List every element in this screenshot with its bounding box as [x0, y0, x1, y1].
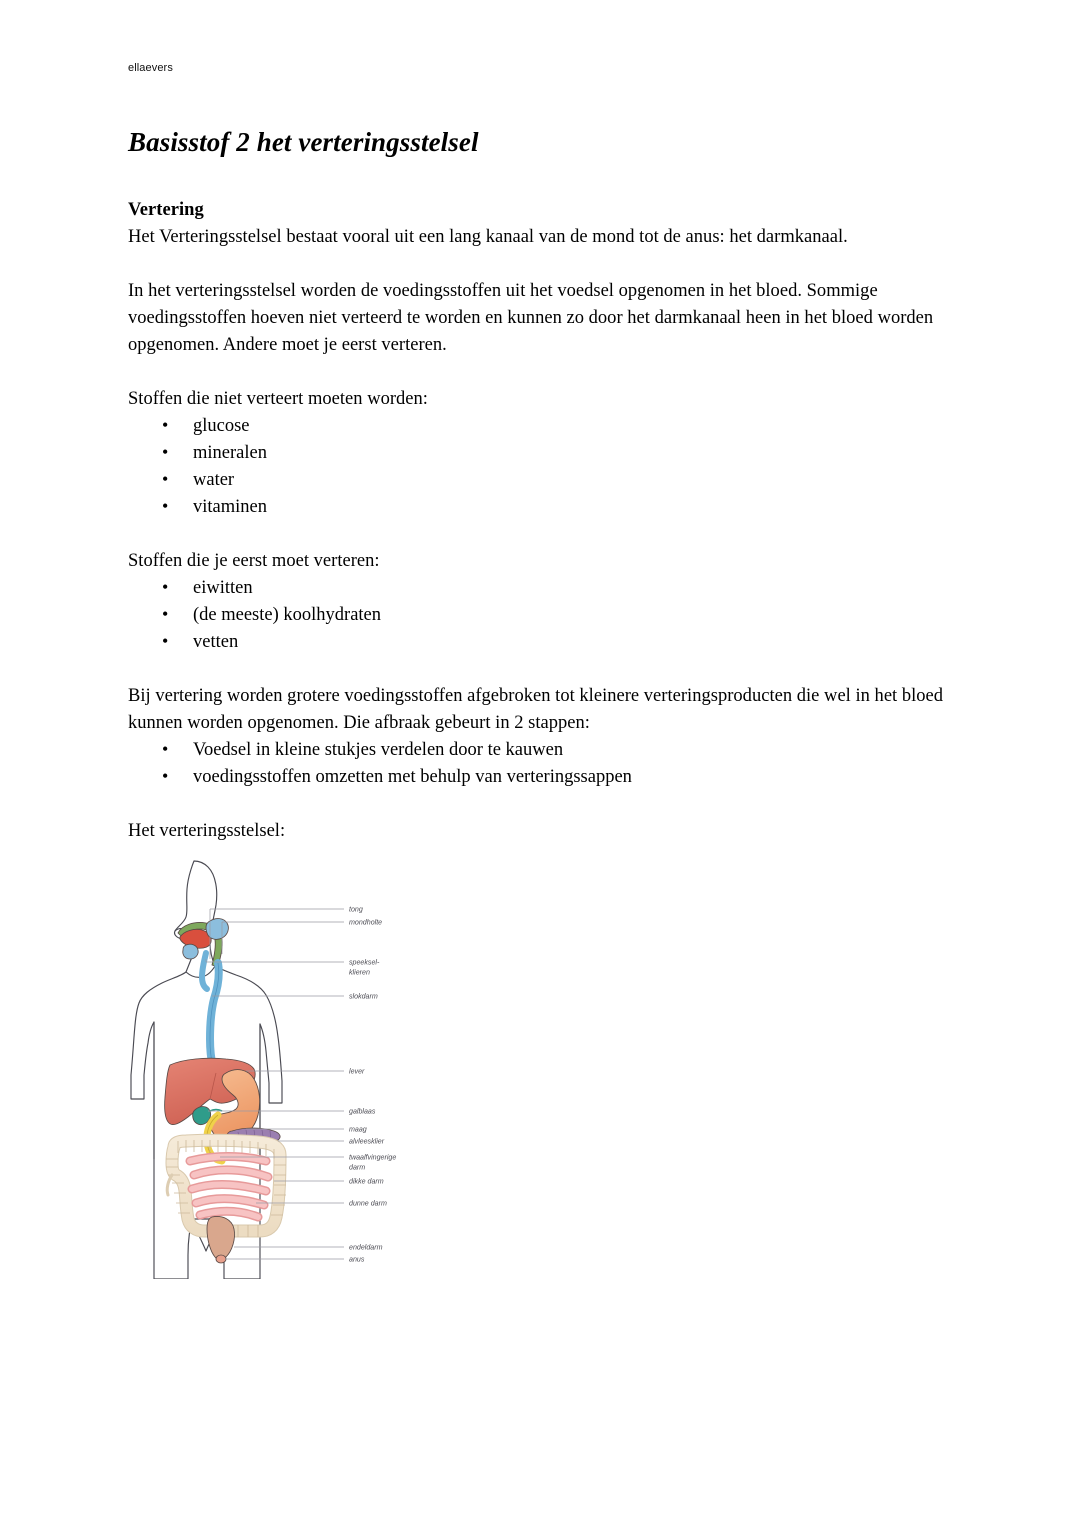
label-anus: anus: [349, 1255, 365, 1264]
salivary-gland-lower: [183, 944, 198, 959]
section-heading-vertering: Vertering: [128, 200, 204, 220]
spacer: [128, 791, 958, 818]
list-digested: [128, 575, 958, 656]
list-item: • Voedsel in kleine stukjes verdelen door te kauwen: [128, 737, 958, 764]
list-non-digested: [128, 413, 958, 521]
label-galblaas: galblaas: [349, 1107, 376, 1116]
label-lever: lever: [349, 1067, 365, 1076]
list-item: • voedingsstoffen omzetten met behulp van verteringssappen: [128, 764, 958, 791]
digestive-system-diagram: [128, 859, 418, 1279]
label-twaalfvingerige-darm-line2: darm: [349, 1163, 366, 1172]
label-dunne-darm: dunne darm: [349, 1199, 387, 1208]
label-tong: tong: [349, 905, 363, 914]
label-endeldarm: endeldarm: [349, 1243, 383, 1252]
list-2-intro: Stoffen die je eerst moet verteren:: [128, 551, 380, 571]
anus-shape: [216, 1255, 226, 1263]
digestive-system-figure: [128, 859, 418, 1279]
label-maag: maag: [349, 1125, 367, 1134]
label-mondholte: mondholte: [349, 918, 383, 927]
list-item: • eiwitten: [128, 575, 958, 602]
spacer: [128, 656, 958, 683]
paragraph-3: Bij vertering worden grotere voedingsstoffen afgebroken tot kleinere verteringsproducten die wel in het bloed kunnen worden opgenomen. Die afbraak gebeurt in 2 stappen:: [128, 686, 944, 733]
label-twaalfvingerige-darm-line1: twaalfvingerige: [349, 1153, 397, 1162]
list-item: • water: [128, 467, 958, 494]
list-item: • glucose: [128, 413, 958, 440]
list-item: • vitaminen: [128, 494, 958, 521]
page-title: Basisstof 2 het verteringsstelsel: [128, 127, 479, 157]
document-content: [128, 125, 958, 1279]
spacer: [128, 521, 958, 548]
figure-caption: Het verteringsstelsel:: [128, 821, 286, 841]
author-username: ellaevers: [128, 62, 173, 74]
label-speekselklieren-line2: klieren: [349, 968, 370, 977]
paragraph-2: In het verteringsstelsel worden de voedingsstoffen uit het voedsel opgenomen in het bloed. Sommige voedingsstoffen hoeven niet verteerd te worden en kunnen zo door het darmkanaal heen in het bloed worden opgenomen. Andere moet je eerst verteren.: [128, 281, 934, 355]
paragraph-1: Het Verteringsstelsel bestaat vooral uit een lang kanaal van de mond tot de anus: het darmkanaal.: [128, 227, 848, 247]
spacer: [128, 251, 958, 278]
list-1-intro: Stoffen die niet verteert moeten worden:: [128, 389, 428, 409]
label-alvleesklier: alvleesklier: [349, 1137, 385, 1146]
list-item: • vetten: [128, 629, 958, 656]
list-digestion-steps: [128, 737, 958, 791]
label-dikke-darm: dikke darm: [349, 1177, 384, 1186]
label-speekselklieren-line1: speeksel-: [349, 958, 380, 967]
label-slokdarm: slokdarm: [349, 992, 378, 1001]
spacer: [128, 359, 958, 386]
list-item: • (de meeste) koolhydraten: [128, 602, 958, 629]
list-item: • mineralen: [128, 440, 958, 467]
